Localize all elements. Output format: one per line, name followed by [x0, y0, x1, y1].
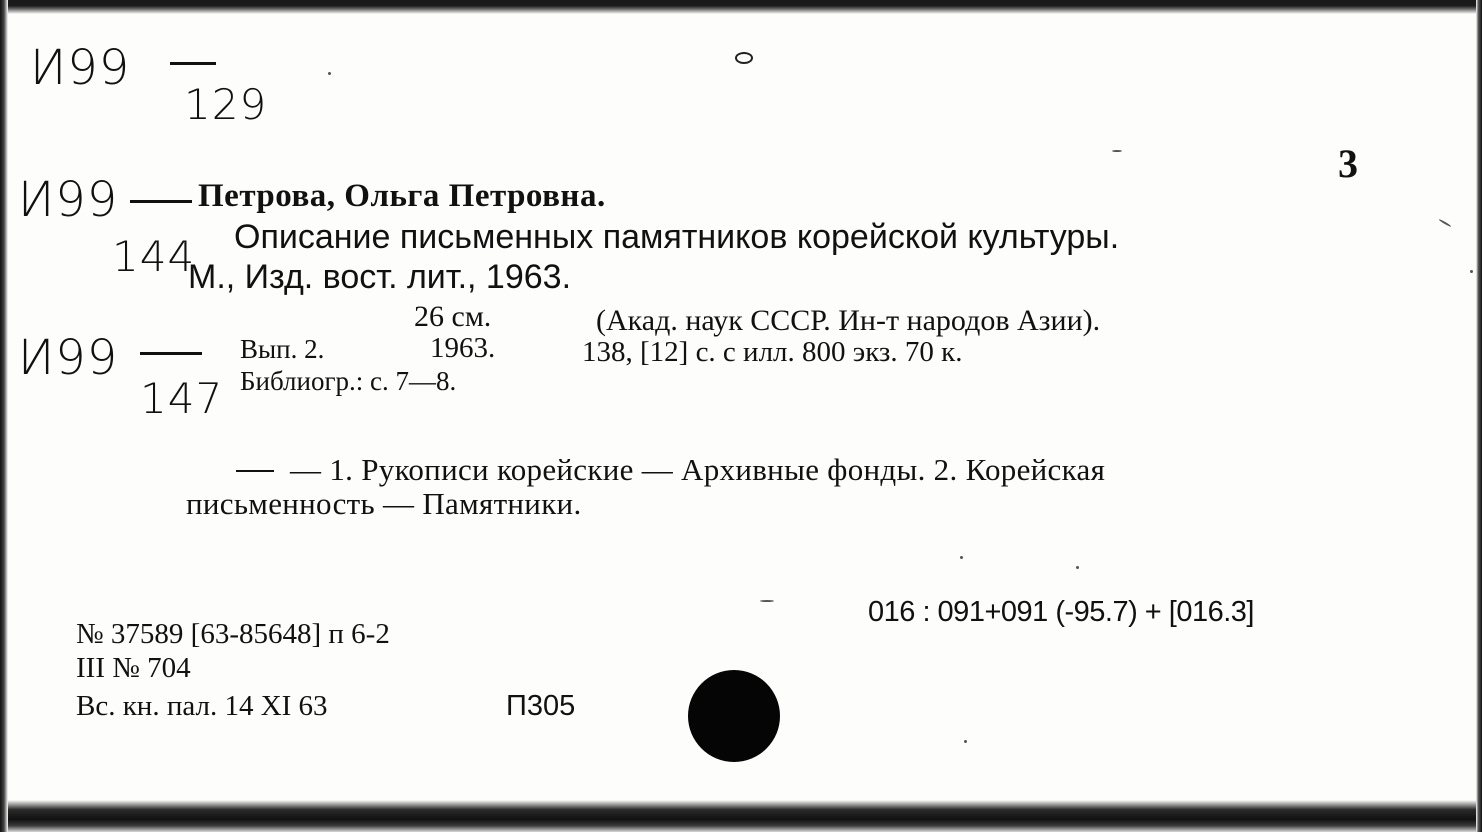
handwritten-call-number-mid: И99 [18, 172, 119, 228]
card-number: 3 [1338, 141, 1358, 186]
speck [328, 72, 331, 75]
footer-chamber-date: Вс. кн. пал. 14 XI 63 [76, 690, 328, 722]
handwritten-dash-top [170, 62, 216, 65]
card-bottom-edge [0, 800, 1482, 832]
size-value: 26 см. [414, 300, 492, 333]
subject-dash-mark [236, 470, 274, 472]
volume-year: 1963. [430, 332, 496, 364]
handwritten-dash-mid [130, 200, 192, 203]
subject-line-2: письменность — Памятники. [186, 486, 582, 521]
speck [760, 600, 774, 602]
handwritten-call-suffix-top: 129 [184, 80, 268, 129]
subject-line-1: — 1. Рукописи корейские — Архивные фонды. 2. Корейская [290, 452, 1106, 487]
speck [964, 740, 967, 743]
pagination-line: 138, [12] с. с илл. 800 экз. 70 к. [582, 336, 963, 368]
handwritten-call-suffix-low: 147 [140, 374, 224, 423]
speck [960, 556, 963, 559]
classification-code: 016 : 091+091 (-95.7) + [016.3] [868, 596, 1254, 628]
handwritten-dash-low [140, 352, 202, 355]
card-top-edge [0, 0, 1482, 14]
handwritten-call-number-low: И99 [18, 330, 119, 386]
volume-label: Вып. 2. [240, 334, 325, 364]
series-statement: (Акад. наук СССР. Ин-т народов Азии). [596, 304, 1101, 337]
small-ring-mark [735, 52, 753, 64]
footer-registry-number: III № 704 [76, 652, 191, 684]
handwritten-call-number-top: И99 [30, 40, 131, 96]
author-heading: Петрова, Ольга Петровна. [198, 178, 606, 214]
speck [1438, 219, 1451, 228]
imprint-line: М., Изд. вост. лит., 1963. [188, 258, 572, 296]
footer-record-number: № 37589 [63-85648] п 6-2 [76, 618, 390, 650]
handwritten-call-suffix-mid: 144 [112, 232, 196, 281]
speck [1076, 566, 1079, 569]
card-punch-hole [688, 670, 780, 762]
card-right-edge [1476, 0, 1482, 832]
title-line: Описание письменных памятников корейской культуры. [234, 218, 1120, 256]
card-left-edge [0, 0, 8, 832]
footer-print-code: П305 [506, 690, 576, 722]
speck [1470, 270, 1473, 273]
bibliography-note: Библиогр.: с. 7—8. [240, 366, 457, 396]
speck [1112, 150, 1122, 152]
